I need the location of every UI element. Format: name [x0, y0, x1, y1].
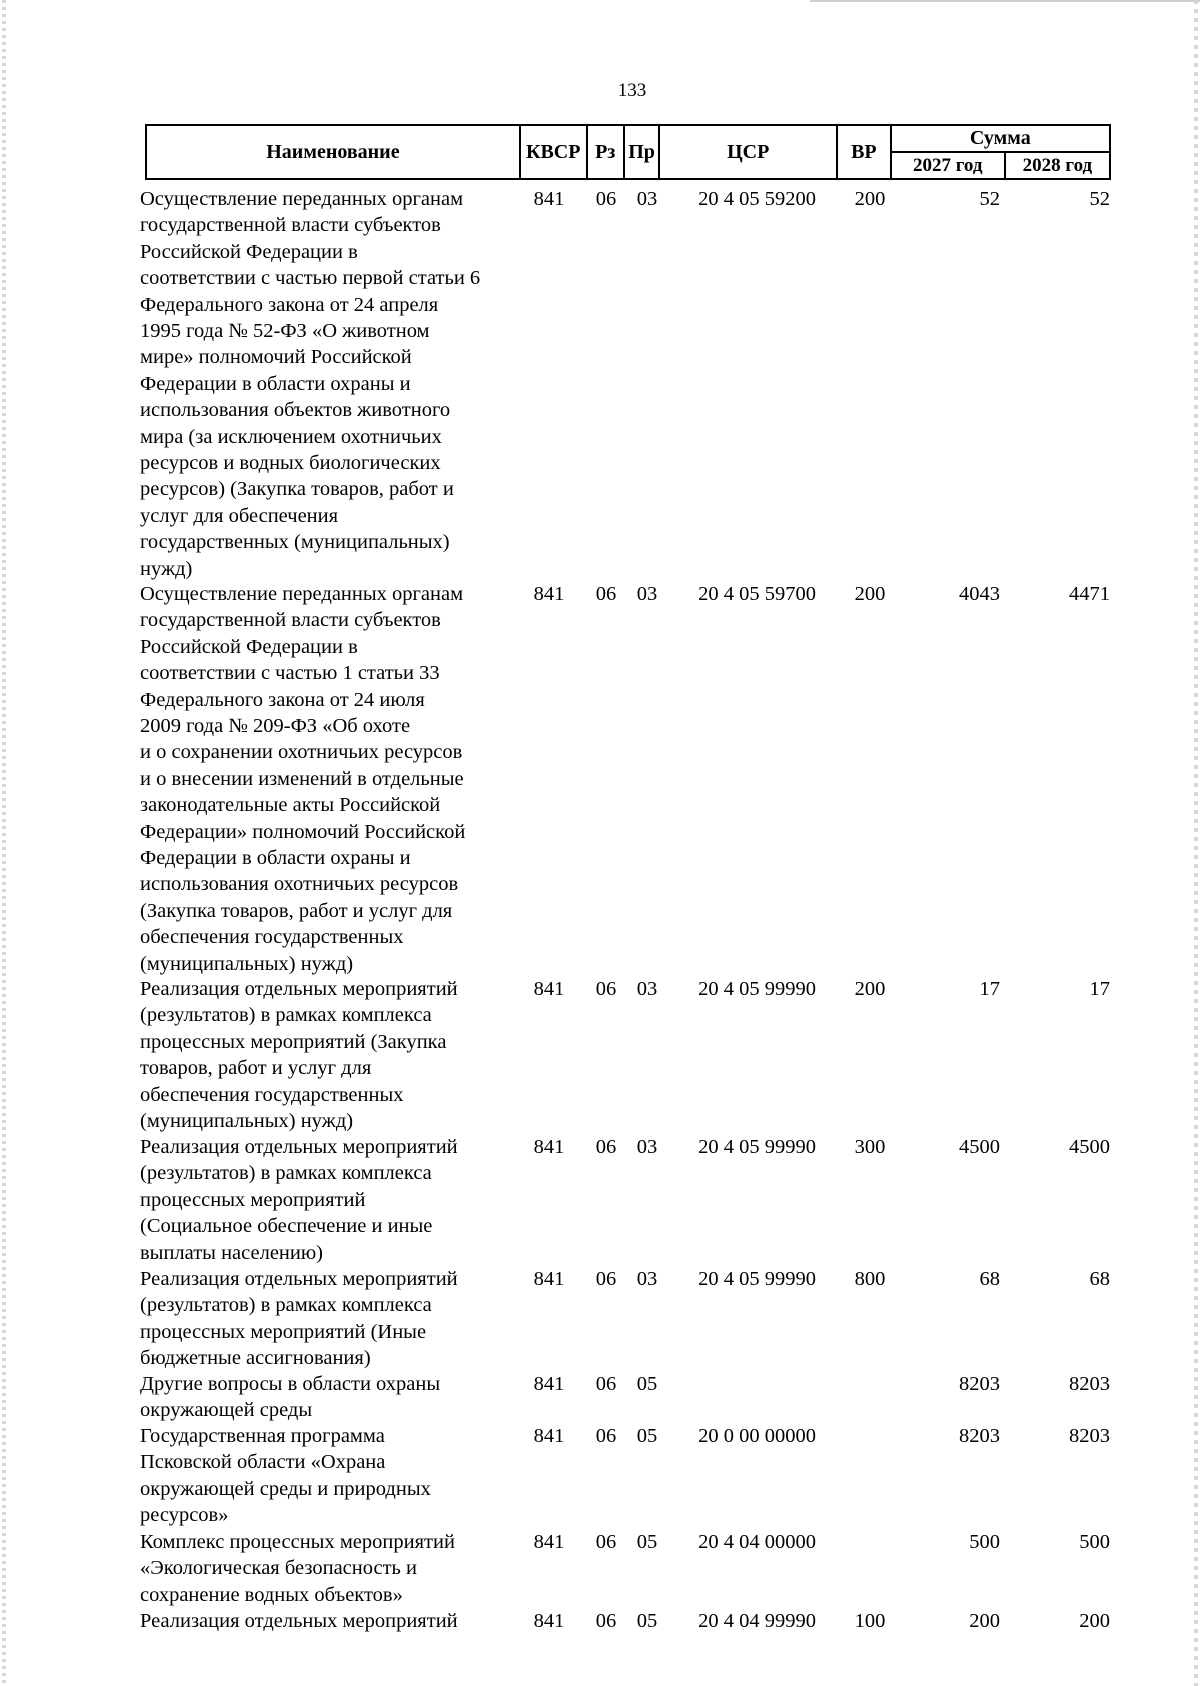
row-csr: 20 4 04 00000 [698, 1531, 816, 1553]
row-sum-2027: 17 [979, 978, 1000, 1000]
row-kvsr: 841 [533, 1373, 565, 1395]
row-sum-2028: 8203 [1069, 1373, 1110, 1395]
row-pr: 03 [636, 1136, 658, 1158]
row-rz: 06 [595, 1136, 617, 1158]
row-name: Реализация отдельных мероприятий (результатов) в рамках комплекса процессных мероприятий (Социальное обеспечение и иные выплаты населению) [140, 1136, 458, 1264]
row-rz: 06 [595, 188, 617, 210]
header-year-2028: 2028 год [1005, 152, 1110, 179]
table-header [145, 124, 1111, 180]
row-rz: 06 [595, 1610, 617, 1632]
row-sum-2028: 17 [1089, 978, 1110, 1000]
row-csr: 20 4 05 59200 [698, 188, 816, 210]
row-name: Комплекс процессных мероприятий «Экологическая безопасность и сохранение водных объектов» [140, 1531, 455, 1606]
row-kvsr: 841 [533, 583, 565, 605]
row-sum-2027: 4500 [959, 1136, 1000, 1158]
row-sum-2028: 200 [1079, 1610, 1110, 1632]
row-pr: 03 [636, 978, 658, 1000]
row-sum-2027: 4043 [959, 583, 1000, 605]
row-vr: 200 [854, 583, 886, 605]
header-rz: Рз [587, 125, 624, 179]
row-csr: 20 4 05 99990 [698, 978, 816, 1000]
row-vr: 800 [854, 1268, 886, 1290]
row-vr: 200 [854, 978, 886, 1000]
row-sum-2028: 4471 [1069, 583, 1110, 605]
row-kvsr: 841 [533, 1610, 565, 1632]
header-year-2027: 2027 год [891, 152, 1005, 179]
row-csr: 20 4 04 99990 [698, 1610, 816, 1632]
row-pr: 05 [636, 1373, 658, 1395]
row-rz: 06 [595, 1373, 617, 1395]
scan-edge-right [1194, 0, 1198, 1686]
row-rz: 06 [595, 1531, 617, 1553]
row-rz: 06 [595, 583, 617, 605]
row-rz: 06 [595, 978, 617, 1000]
row-kvsr: 841 [533, 1531, 565, 1553]
row-csr: 20 0 00 00000 [698, 1425, 816, 1447]
row-rz: 06 [595, 1268, 617, 1290]
row-kvsr: 841 [533, 978, 565, 1000]
row-pr: 03 [636, 188, 658, 210]
row-name: Другие вопросы в области охраны окружающей среды [140, 1373, 441, 1422]
row-pr: 05 [636, 1531, 658, 1553]
row-pr: 05 [636, 1425, 658, 1447]
row-name: Осуществление переданных органам государственной власти субъектов Российской Федерации в соответствии с частью первой статьи 6 Федерального закона от 24 апреля 1995 года № 52-ФЗ «О животном мире» полномочий Российской Федерации в области охраны и использования объектов животного мира (за исключением охотничьих ресурсов и водных биологических ресурсов) (Закупка товаров, работ и услуг для обеспечения государственных (муниципальных) нужд) [140, 188, 481, 580]
row-sum-2027: 8203 [959, 1425, 1000, 1447]
header-pr: Пр [624, 125, 659, 179]
header-kvsr: КВСР [520, 125, 587, 179]
row-pr: 03 [636, 1268, 658, 1290]
row-sum-2027: 52 [979, 188, 1000, 210]
row-pr: 03 [636, 583, 658, 605]
row-sum-2027: 200 [969, 1610, 1000, 1632]
scan-top-rule [810, 0, 1200, 2]
row-sum-2028: 8203 [1069, 1425, 1110, 1447]
row-vr: 200 [854, 188, 886, 210]
row-csr: 20 4 05 59700 [698, 583, 816, 605]
row-kvsr: 841 [533, 188, 565, 210]
header-name: Наименование [146, 125, 520, 179]
row-sum-2027: 68 [979, 1268, 1000, 1290]
scan-edge-left [2, 0, 6, 1686]
row-name: Осуществление переданных органам государственной власти субъектов Российской Федерации в соответствии с частью 1 статьи 33 Федерального закона от 24 июля 2009 года № 209-ФЗ «Об охоте и о сохранении охотничьих ресурсов и о внесении изменений в отдельные законодательные акты Российской Федерации» полномочий Российской Федерации в области охраны и использования охотничьих ресурсов (Закупка товаров, работ и услуг для обеспечения государственных (муниципальных) нужд) [140, 583, 466, 975]
row-kvsr: 841 [533, 1136, 565, 1158]
row-kvsr: 841 [533, 1425, 565, 1447]
row-name: Реализация отдельных мероприятий [140, 1610, 458, 1632]
header-csr: ЦСР [659, 125, 837, 179]
row-csr: 20 4 05 99990 [698, 1136, 816, 1158]
row-kvsr: 841 [533, 1268, 565, 1290]
header-sum: Сумма [891, 125, 1110, 152]
row-sum-2028: 4500 [1069, 1136, 1110, 1158]
row-sum-2027: 8203 [959, 1373, 1000, 1395]
row-vr: 100 [854, 1610, 886, 1632]
row-pr: 05 [636, 1610, 658, 1632]
row-sum-2028: 68 [1089, 1268, 1110, 1290]
page-number: 133 [617, 80, 647, 101]
row-name: Реализация отдельных мероприятий (результатов) в рамках комплекса процессных мероприятий (Иные бюджетные ассигнования) [140, 1268, 458, 1370]
row-name: Реализация отдельных мероприятий (результатов) в рамках комплекса процессных мероприятий (Закупка товаров, работ и услуг для обеспечения государственных (муниципальных) нужд) [140, 978, 458, 1133]
row-sum-2028: 52 [1089, 188, 1110, 210]
row-vr: 300 [854, 1136, 886, 1158]
row-rz: 06 [595, 1425, 617, 1447]
row-csr: 20 4 05 99990 [698, 1268, 816, 1290]
row-sum-2028: 500 [1079, 1531, 1110, 1553]
row-sum-2027: 500 [969, 1531, 1000, 1553]
row-name: Государственная программа Псковской области «Охрана окружающей среды и природных ресурсов» [140, 1425, 431, 1527]
header-vr: ВР [837, 125, 891, 179]
